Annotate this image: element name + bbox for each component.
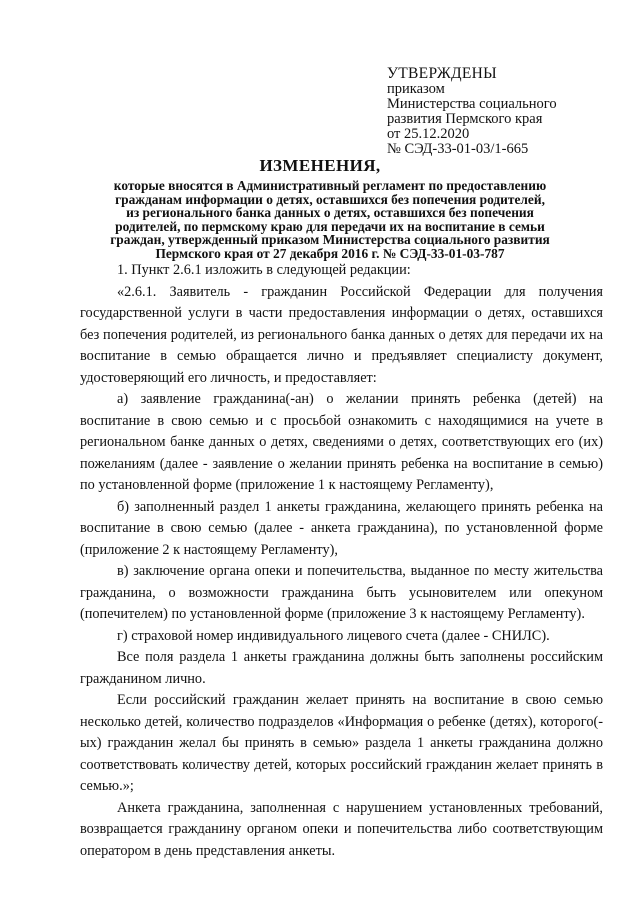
approval-line: приказом <box>387 81 445 97</box>
approval-line: № СЭД-33-01-03/1-665 <box>387 141 529 157</box>
paragraph-return-note: Анкета гражданина, заполненная с нарушением установленных требований, возвращается гражданину органом опеки и попечительства либо соответствующим оператором в день представления анкеты. <box>80 799 603 859</box>
document-body <box>80 260 603 862</box>
subtitle-line: Пермского края от 27 декабря 2016 г. № СЭД-33-01-03-787 <box>155 245 505 261</box>
paragraph-clause-2-6-1: «2.6.1. Заявитель - гражданин Российской Федерации для получения государственной услуги в части предоставления информации о детях, оставшихся без попечения родителей, из регионального банка данных о детях для передачи их на воспитание в семью обращается лично и предъявляет специалисту документ, удостоверяющий его личность, и предоставляет: <box>80 283 603 386</box>
paragraph-item-1: 1. Пункт 2.6.1 изложить в следующей редакции: <box>117 262 411 278</box>
approval-stamp <box>387 66 627 157</box>
subtitle-line: гражданам информации о детях, оставшихся без попечения родителей, <box>115 191 545 207</box>
document-subtitle <box>80 179 580 261</box>
approval-heading: УТВЕРЖДЕНЫ <box>387 65 497 82</box>
subtitle-line: граждан, утвержденный приказом Министерства социального развития <box>110 232 550 248</box>
paragraph-subitem-b: б) заполненный раздел 1 анкеты гражданина, желающего принять ребенка на воспитание в свою семью (далее - анкета гражданина), по установленной форме (приложение 2 к настоящему Регламенту), <box>80 498 603 558</box>
paragraph-subitem-g: г) страховой номер индивидуального лицевого счета (далее - СНИЛС). <box>117 627 550 644</box>
paragraph-subitem-v: в) заключение органа опеки и попечительства, выданное по месту жительства гражданина, о возможности гражданина быть усыновителем или опекуном (попечителем) по установленной форме (приложение 3 к настоящему Регламенту). <box>80 563 603 622</box>
approval-line: развития Пермского края <box>387 111 543 127</box>
subtitle-line: родителей, по пермскому краю для передачи их на воспитание в семьи <box>115 218 545 234</box>
approval-line: от 25.12.2020 <box>387 126 470 142</box>
subtitle-line: которые вносятся в Административный регламент по предоставлению <box>113 178 547 193</box>
subtitle-line: из регионального банка данных о детях, оставшихся без попечения <box>126 205 534 221</box>
approval-line: Министерства социального <box>387 96 557 112</box>
paragraph-fields-note: Все поля раздела 1 анкеты гражданина должны быть заполнены российским гражданином лично. <box>80 649 603 687</box>
paragraph-subitem-a: а) заявление гражданина(-ан) о желании принять ребенка (детей) на воспитание в свою семью и с просьбой ознакомить с находящимися на учете в региональном банке данных о детях, сведениями о детях, соответствующих его (их) пожеланиям (далее - заявление о желании принять ребенка на воспитание в семью) по установленной форме (приложение 1 к настоящему Регламенту), <box>80 391 603 493</box>
paragraph-multiple-children: Если российский гражданин желает принять на воспитание в свою семью несколько детей, количество подразделов «Информация о ребенке (детях), которого(-ых) гражданин желал бы принять в семью» раздела 1 анкеты гражданина должно соответствовать количеству детей, которых российский гражданин желает принять в семью.»; <box>80 692 603 794</box>
document-title: ИЗМЕНЕНИЯ, <box>259 156 381 175</box>
